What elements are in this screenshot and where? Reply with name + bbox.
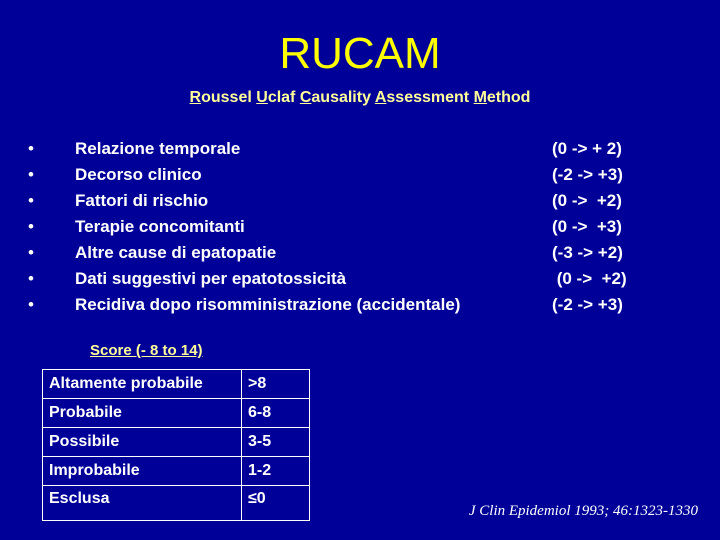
criteria-range: (0 -> +2) xyxy=(552,269,627,288)
criteria-label: Fattori di rischio xyxy=(75,191,209,210)
criteria-range: (-2 -> +3) xyxy=(552,165,623,184)
score-label: Improbabile xyxy=(43,457,242,486)
score-value: 3-5 xyxy=(242,428,310,457)
criteria-label: Altre cause di epatopatie xyxy=(75,243,277,262)
bullet-icon: • xyxy=(28,295,34,314)
criteria-range: (0 -> + 2) xyxy=(552,139,622,158)
bullet-icon: • xyxy=(28,217,34,236)
score-table xyxy=(42,369,310,521)
subtitle-word: Method xyxy=(473,89,531,106)
criteria-range: (0 -> +2) xyxy=(552,191,622,210)
slide-title: RUCAM xyxy=(279,29,441,78)
citation: J Clin Epidemiol 1993; 46:1323-1330 xyxy=(468,503,698,519)
bullet-icon: • xyxy=(28,243,34,262)
bullet-icon: • xyxy=(28,191,34,210)
table-row xyxy=(43,457,310,486)
criteria-item xyxy=(28,242,678,268)
subtitle-word: Uclaf xyxy=(256,89,300,106)
subtitle-word: Causality xyxy=(299,89,375,106)
criteria-item xyxy=(28,268,678,294)
criteria-item xyxy=(28,190,678,216)
score-label: Esclusa xyxy=(43,486,242,521)
criteria-label: Recidiva dopo risomministrazione (accidentale) xyxy=(75,295,461,314)
criteria-range: (0 -> +3) xyxy=(552,217,622,236)
table-row xyxy=(43,428,310,457)
criteria-label: Decorso clinico xyxy=(75,165,202,184)
criteria-item xyxy=(28,216,678,242)
table-row xyxy=(43,399,310,428)
criteria-label: Relazione temporale xyxy=(75,139,241,158)
bullet-icon: • xyxy=(28,139,34,158)
criteria-label: Terapie concomitanti xyxy=(75,217,245,236)
score-value: >8 xyxy=(242,370,310,399)
table-row xyxy=(43,486,310,521)
criteria-range: (-3 -> +2) xyxy=(552,243,623,262)
score-label: Altamente probabile xyxy=(43,370,242,399)
criteria-label: Dati suggestivi per epatotossicità xyxy=(75,269,347,288)
criteria-range: (-2 -> +3) xyxy=(552,295,623,314)
subtitle-word: Assessment xyxy=(374,89,474,106)
criteria-list xyxy=(28,138,678,320)
score-value: ≤0 xyxy=(242,486,310,521)
bullet-icon: • xyxy=(28,165,34,184)
score-heading: Score (- 8 to 14) xyxy=(90,342,203,359)
subtitle-word: Roussel xyxy=(189,89,257,106)
score-label: Probabile xyxy=(43,399,242,428)
slide-subtitle xyxy=(0,88,720,108)
score-value: 6-8 xyxy=(242,399,310,428)
score-label: Possibile xyxy=(43,428,242,457)
bullet-icon: • xyxy=(28,269,34,288)
criteria-item xyxy=(28,138,678,164)
criteria-item xyxy=(28,164,678,190)
score-value: 1-2 xyxy=(242,457,310,486)
table-row xyxy=(43,370,310,399)
criteria-item xyxy=(28,294,678,320)
